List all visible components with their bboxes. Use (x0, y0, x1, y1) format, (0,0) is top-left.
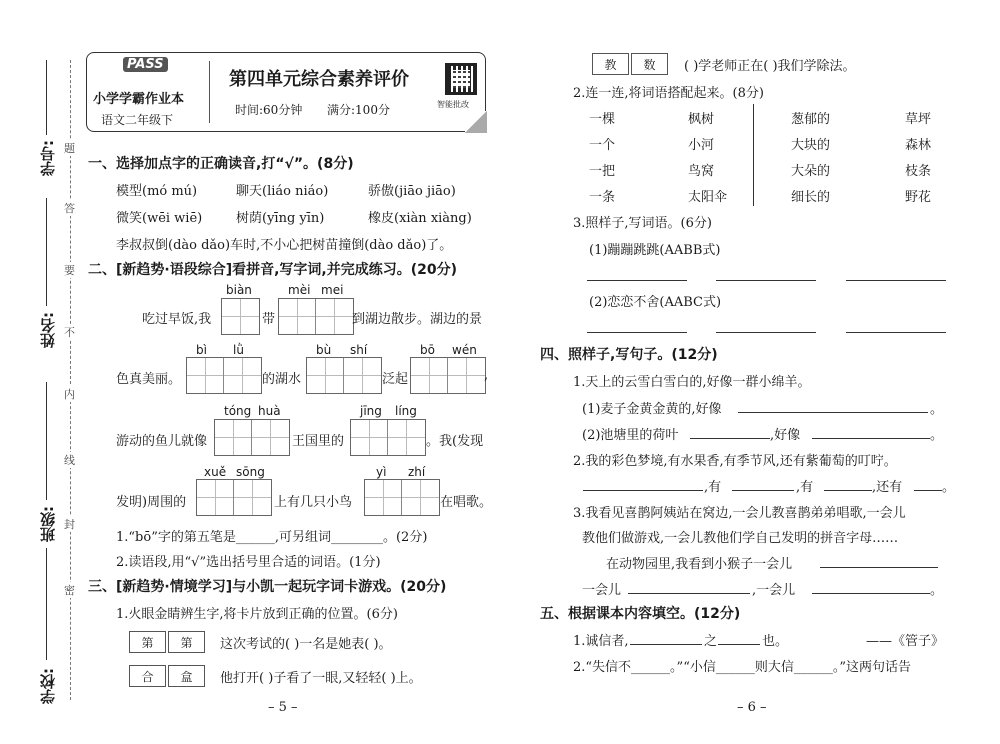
sec4-prompt: 。 (930, 428, 944, 443)
cut-char: 要 (64, 264, 75, 277)
answer-line[interactable] (718, 644, 760, 645)
pinyin: zhí (408, 465, 426, 479)
passage-text: 带 (262, 312, 276, 327)
answer-line[interactable] (914, 490, 942, 491)
answer-line[interactable] (820, 567, 938, 568)
pinyin: mèi (288, 283, 311, 297)
answer-line[interactable] (846, 280, 946, 281)
sec4-prompt: ,一会儿 (752, 583, 796, 598)
match-word[interactable]: 一个 (589, 138, 616, 153)
pinyin: mei (321, 283, 344, 297)
sec3-question: 2.连一连,将词语搭配起来。(8分) (573, 86, 764, 101)
passage-text: 泛起 (382, 372, 409, 387)
sec4-question: 3.我看见喜鹊阿姨站在窝边,一会儿教喜鹊弟弟唱歌,一会儿 (573, 506, 906, 521)
passage-text: 吃过早饭,我 (142, 312, 212, 327)
sec1-item: 骄傲(jiāo jiāo) (368, 184, 456, 199)
match-word[interactable]: 森林 (905, 138, 932, 153)
student-id-label: 学号: (39, 140, 57, 176)
section5-title: 五、根据课本内容填空。(12分) (540, 606, 741, 622)
answer-line[interactable] (716, 332, 816, 333)
sec4-question: 1.天上的云雪白雪白的,好像一群小绵羊。 (573, 375, 811, 390)
example-prompt: (1)蹦蹦跳跳(AABB式) (589, 243, 721, 258)
exam-title: 第四单元综合素养评价 (229, 69, 409, 90)
page-number-right: – 6 – (737, 700, 767, 715)
sec2-question: 2.读语段,用“√”选出括号里合适的词语。(1分) (116, 555, 381, 570)
answer-line[interactable] (716, 280, 816, 281)
cut-char: 密 (64, 584, 75, 597)
match-word[interactable]: 一棵 (589, 112, 616, 127)
pass-logo: PASS (123, 57, 168, 72)
answer-line[interactable] (628, 593, 750, 594)
cut-line (70, 60, 71, 700)
sec3-question: 3.照样子,写词语。(6分) (573, 216, 712, 231)
answer-line[interactable] (846, 332, 946, 333)
answer-line[interactable] (812, 593, 930, 594)
corner-fold (465, 111, 487, 133)
section3-title: 三、[新趋势·情境学习]与小凯一起玩字词卡游戏。(20分) (88, 579, 447, 595)
answer-line[interactable] (630, 644, 702, 645)
writing-grid[interactable] (186, 357, 262, 394)
sec1-item: 聊天(liáo niáo) (236, 184, 329, 199)
school-label: 学校: (39, 668, 57, 704)
sec4-prompt: 。 (942, 480, 956, 495)
sec4-prompt: ,有 (704, 480, 722, 495)
word-card[interactable]: 第 (129, 631, 166, 653)
match-word[interactable]: 大朵的 (791, 164, 831, 179)
qr-code (445, 63, 477, 95)
passage-text: 上有几只小鸟 (274, 495, 353, 510)
match-word[interactable]: 大块的 (791, 138, 831, 153)
writing-grid[interactable] (350, 419, 426, 456)
writing-grid[interactable] (278, 298, 354, 335)
sec4-prompt: 在动物园里,我看到小猴子一会儿 (606, 557, 793, 572)
pinyin: bù (316, 343, 332, 357)
subject-grade: 语文二年级下 (101, 113, 174, 127)
word-card[interactable]: 教 (592, 53, 629, 75)
word-card[interactable]: 合 (129, 665, 166, 687)
match-word[interactable]: 一把 (589, 164, 616, 179)
cut-char: 内 (64, 388, 75, 401)
section2-title: 二、[新趋势·语段综合]看拼音,写字词,并完成练习。(20分) (88, 262, 458, 278)
sec4-prompt: 一会儿 (582, 583, 622, 598)
answer-line[interactable] (812, 438, 930, 439)
school-line (46, 548, 47, 660)
pinyin: líng (395, 404, 417, 418)
match-word[interactable]: 细长的 (791, 190, 831, 205)
sec5-prompt: 之 (704, 634, 718, 649)
sec3-question: 1.火眼金睛辨生字,将卡片放到正确的位置。(6分) (116, 607, 398, 622)
card-sentence: 这次考试的( )一名是她表( )。 (220, 637, 392, 652)
name-label: 姓名: (39, 312, 57, 348)
quote-source: ——《管子》 (866, 634, 945, 649)
answer-line[interactable] (587, 280, 687, 281)
answer-line[interactable] (738, 412, 928, 413)
sec1-sentence: 李叔叔倒(dào dǎo)车时,不小心把树苗撞倒(dào dǎo)了。 (116, 238, 453, 253)
class-line (46, 382, 47, 500)
sec5-question: 2.“失信不______。”“小信______则大信______。”这两句话告 (573, 660, 911, 675)
pinyin: biàn (226, 283, 252, 297)
writing-grid[interactable] (196, 479, 272, 516)
pinyin: tóng (224, 404, 252, 418)
brand-name: 小学学霸作业本 (93, 92, 185, 107)
match-word[interactable]: 鸟窝 (688, 164, 715, 179)
cut-char: 答 (64, 202, 75, 215)
match-word[interactable]: 枝条 (905, 164, 932, 179)
writing-grid[interactable] (306, 357, 382, 394)
section1-title: 一、选择加点字的正确读音,打“√”。(8分) (88, 156, 354, 172)
sec4-question: 2.我的彩色梦境,有水果香,有季节风,还有紫葡萄的叮咛。 (573, 454, 897, 469)
match-word[interactable]: 小河 (688, 138, 715, 153)
sec4-prompt: ,还有 (872, 480, 903, 495)
answer-line[interactable] (587, 332, 687, 333)
cut-char: 线 (64, 454, 75, 467)
header-divider (209, 61, 210, 123)
section4-title: 四、照样子,写句子。(12分) (540, 347, 718, 363)
page-number-left: – 5 – (268, 700, 298, 715)
word-card[interactable]: 盒 (168, 665, 205, 687)
pinyin: lǜ (233, 343, 244, 357)
match-word[interactable]: 太阳伞 (688, 190, 728, 205)
qr-label: 智能批改 (437, 100, 469, 109)
exam-time: 时间:60分钟 (235, 103, 303, 117)
sec5-prompt: 1.诚信者, (573, 634, 629, 649)
writing-grid[interactable] (221, 298, 260, 335)
passage-text: 王国里的 (292, 434, 345, 449)
passage-text: 到湖边散步。湖边的景 (352, 312, 483, 327)
cut-char: 不 (64, 326, 75, 339)
cut-char: 封 (64, 518, 75, 531)
sec1-item: 模型(mó mú) (116, 184, 198, 199)
answer-line[interactable] (824, 490, 872, 491)
match-divider (753, 104, 754, 206)
pinyin: bō (420, 343, 435, 357)
pinyin: yì (376, 465, 387, 479)
sec4-prompt: (1)麦子金黄金黄的,好像 (582, 402, 722, 417)
pinyin: xuě (204, 465, 227, 479)
match-word[interactable]: 葱郁的 (791, 112, 831, 127)
pinyin: huà (258, 404, 281, 418)
passage-text: 的湖水 (262, 372, 302, 387)
passage-text: 发明)周围的 (116, 495, 187, 510)
card-sentence: 他打开( )子看了一眼,又轻轻( )上。 (220, 671, 422, 686)
sec4-prompt: 。 (930, 402, 944, 417)
answer-line[interactable] (732, 490, 794, 491)
pinyin: jīng (360, 404, 382, 418)
header-box (86, 52, 486, 132)
name-line (46, 198, 47, 306)
passage-text: 在唱歌。 (440, 495, 493, 510)
match-word[interactable]: 枫树 (688, 112, 715, 127)
example-prompt: (2)恋恋不舍(AABC式) (589, 295, 722, 310)
sec1-item: 橡皮(xiàn xiàng) (368, 211, 472, 226)
student-id-line (46, 60, 47, 135)
passage-text: 色真美丽。 (116, 372, 182, 387)
writing-grid[interactable] (364, 479, 440, 516)
sec2-question: 1.“bō”字的第五笔是______,可另组词________。(2分) (116, 530, 428, 545)
answer-line[interactable] (583, 490, 703, 491)
sec1-item: 微笑(wēi wiē) (116, 211, 203, 226)
cut-char: 题 (64, 142, 75, 155)
word-card[interactable]: 数 (631, 53, 668, 75)
match-word[interactable]: 一条 (589, 190, 616, 205)
word-card[interactable]: 第 (168, 631, 205, 653)
passage-text: , (484, 368, 489, 383)
pinyin: wén (452, 343, 477, 357)
sec4-question: 教他们做游戏,一会儿教他们学自己发明的拼音字母…… (582, 531, 899, 546)
sec1-item: 树荫(yīng yīn) (236, 211, 325, 226)
match-word[interactable]: 野花 (905, 190, 932, 205)
writing-grid[interactable] (410, 357, 489, 394)
pinyin: sōng (236, 465, 265, 479)
passage-text: 游动的鱼儿就像 (116, 434, 208, 449)
writing-grid[interactable] (214, 419, 290, 456)
sec5-prompt: 也。 (762, 634, 789, 649)
pinyin: shí (350, 343, 368, 357)
sec4-prompt: (2)池塘里的荷叶 (582, 428, 679, 443)
answer-line[interactable] (690, 438, 770, 439)
sec4-prompt: ,好像 (770, 428, 801, 443)
passage-text: 。我(发现 (426, 434, 484, 449)
class-label: 班级: (39, 506, 57, 542)
card-sentence: ( )学老师正在( )我们学除法。 (684, 59, 856, 74)
match-word[interactable]: 草坪 (905, 112, 932, 127)
exam-score: 满分:100分 (327, 103, 390, 117)
sec4-prompt: ,有 (796, 480, 814, 495)
sec4-prompt: 。 (930, 583, 944, 598)
pinyin: bì (196, 343, 207, 357)
